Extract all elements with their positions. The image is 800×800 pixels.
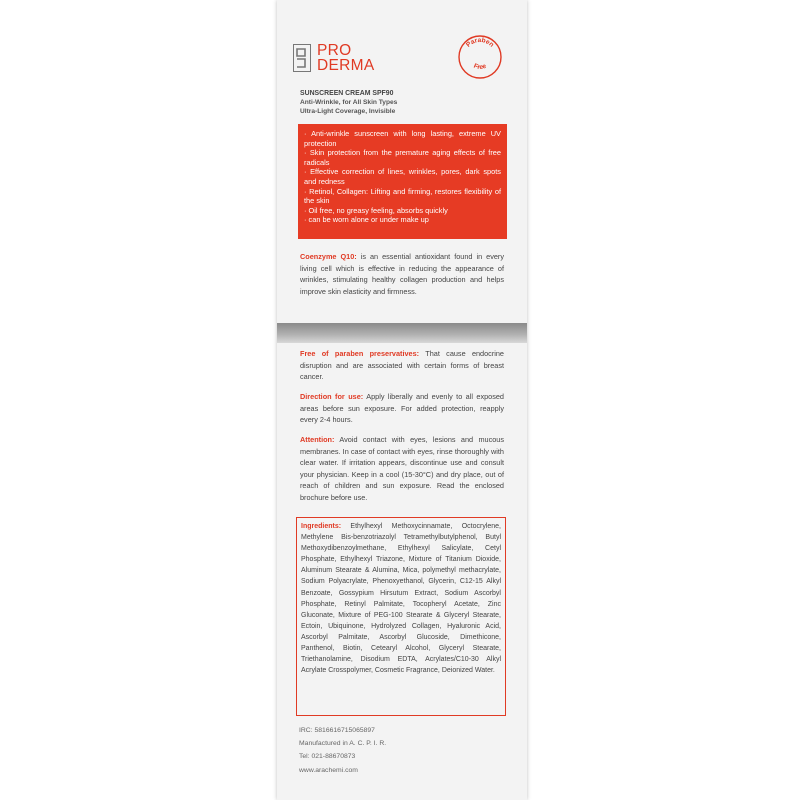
benefits-box [298, 124, 507, 239]
website: www.arachemi.com [299, 766, 358, 774]
seal-top-text: Paraben [465, 36, 495, 49]
product-box-panel [277, 0, 527, 800]
benefit-item: · Retinol, Collagen: Lifting and firming, restores flexibility of the skin [304, 187, 501, 206]
paraben-label: Free of paraben preservatives: [300, 349, 420, 358]
product-description [300, 89, 500, 116]
svg-text:Free [473, 63, 488, 72]
product-subtitle: Anti-Wrinkle, for All Skin Types [300, 99, 398, 106]
manufacturer-info [299, 724, 499, 777]
ingredients-text: Ethylhexyl Methoxycinnamate, Octocrylene, Methylene Bis-benzotriazolyl Tetramethylbutylphenol, Butyl Methoxydibenzoylmethane, Ethylhexyl Salicylate, Cetyl Phosphate, Ethylhexyl Triazone, Mixture of Titanium Dioxide, Aluminum Stearate & Alumina, Mica, polymethyl methacrylate, Sodium Polyacrylate, Phenoxyethanol, Glycerin, C12-15 Alkyl Benzoate, Gossypium Hirsutum Extract, Sodium Ascorbyl Phosphate, Retinyl Palmitate, Tocopheryl Acetate, Zinc Gluconate, Mixture of PEG-100 Stearate & Glyceryl Stearate, Ectoin, Ubiquinone, Hydrolyzed Collagen, Hyaluronic Acid, Ascorbyl Palmitate, Ascorbyl Glucoside, Dimethicone, Panthenol, Biotin, Cetearyl Alcohol, Glyceryl Stearate, Triethanolamine, Disodium EDTA, Acrylates/C10-30 Alkyl Acrylate Crosspolymer, Cosmetic Fragrance, Deionized Water. [301, 523, 501, 675]
direction-label: Direction for use: [300, 392, 364, 401]
gray-divider-band [277, 323, 527, 343]
paraben-paragraph [300, 348, 504, 383]
direction-paragraph [300, 391, 504, 426]
benefit-item: · can be worn alone or under make up [304, 215, 501, 225]
product-coverage: Ultra-Light Coverage, Invisible [300, 108, 396, 115]
proderma-logo-icon [293, 44, 311, 72]
coenzyme-label: Coenzyme Q10: [300, 252, 357, 261]
ingredients-label: Ingredients: [301, 523, 342, 530]
benefit-item: · Anti-wrinkle sunscreen with long lasting, extreme UV protection [304, 129, 501, 148]
paraben-text: That cause endocrine disruption and are associated with certain forms of breast cancer. [300, 349, 504, 382]
product-name: SUNSCREEN CREAM SPF90 [300, 90, 394, 97]
paraben-free-seal-icon [457, 34, 503, 80]
coenzyme-paragraph [300, 251, 504, 297]
benefits-list [298, 124, 507, 225]
coenzyme-text: is an essential antioxidant found in every living cell which is effective in reducing the appearance of wrinkles, stimulating healthy collagen production and helps improve skin elasticity and firmness. [300, 252, 504, 296]
manufacturer-line: Manufactured in A. C. P. I. R. [299, 740, 387, 748]
brand-name-line2: DERMA [317, 57, 375, 74]
seal-bottom-text: Free [472, 62, 488, 72]
attention-paragraph [300, 434, 504, 504]
benefit-item: · Skin protection from the premature aging effects of free radicals [304, 148, 501, 167]
brand-name-line1: PRO [317, 42, 352, 59]
benefit-item: · Oil free, no greasy feeling, absorbs quickly [304, 206, 501, 216]
direction-text: Apply liberally and evenly to all exposed areas before sun exposure. For added protection, reapply every 2-4 hours. [300, 392, 504, 425]
brand-name [317, 43, 437, 73]
irc-code: IRC: 5816616715065897 [299, 727, 375, 734]
attention-label: Attention: [300, 435, 335, 444]
ingredients-box [296, 517, 506, 716]
benefit-item: · Effective correction of lines, wrinkles, pores, dark spots and redness [304, 167, 501, 186]
attention-text: Avoid contact with eyes, lesions and mucous membranes. In case of contact with eyes, rinse thoroughly with clear water. If irritation appears, discontinue use and consult your physician. Keep in a cool (15-30°C) and dry place, out of reach of children and sun exposure. Read the enclosed brochure before use. [300, 435, 504, 502]
phone-number: Tel: 021-88670873 [299, 753, 356, 761]
